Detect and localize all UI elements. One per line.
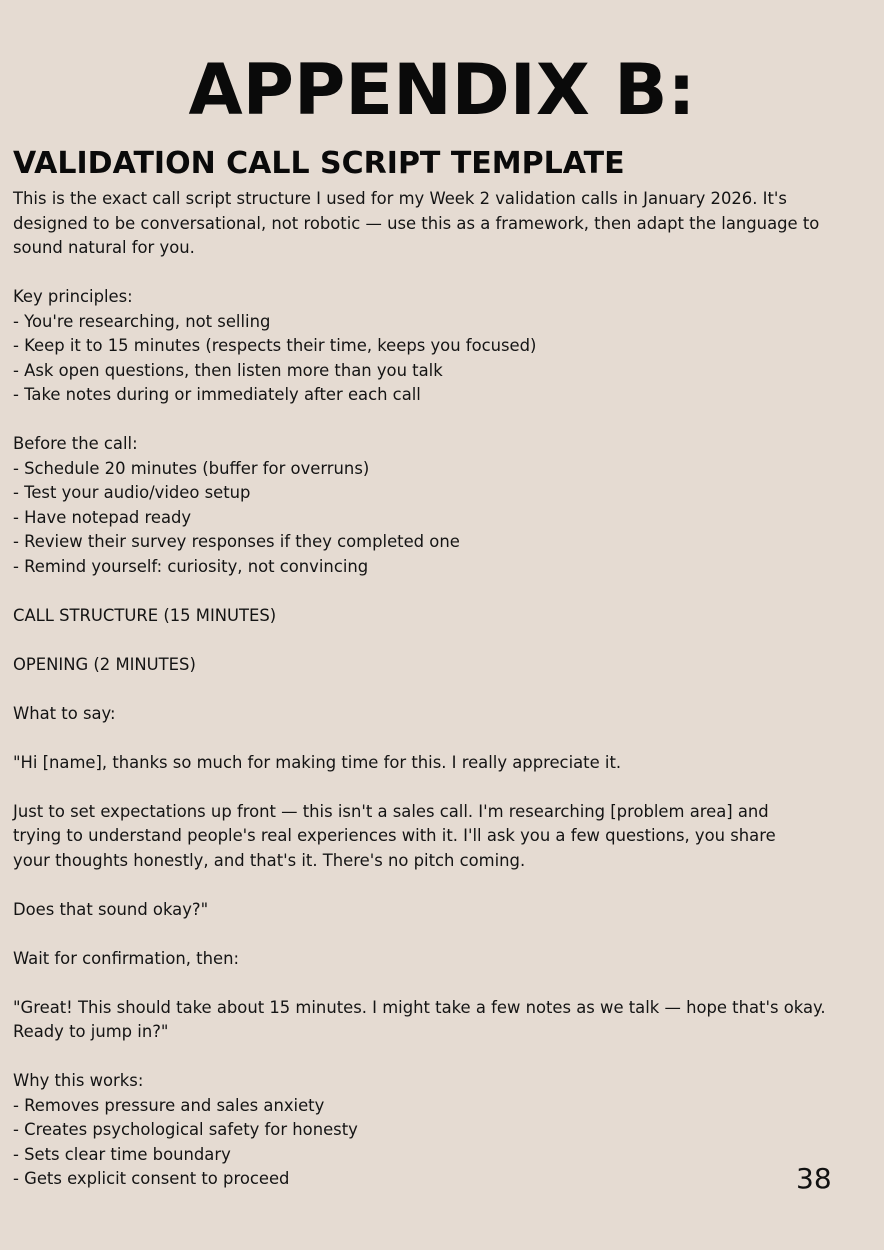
blank-line <box>13 775 853 800</box>
text-line: - Ask open questions, then listen more than you talk <box>13 360 443 380</box>
section-title: VALIDATION CALL SCRIPT TEMPLATE <box>13 146 625 181</box>
text-line: sound natural for you. <box>13 238 195 257</box>
text-line: - Gets explicit consent to proceed <box>13 1169 290 1188</box>
body-text <box>13 187 853 1192</box>
text-line: CALL STRUCTURE (15 MINUTES) <box>13 605 277 625</box>
text-line: Just to set expectations up front — this isn't a sales call. I'm researching [problem area] and <box>13 801 769 821</box>
blank-line <box>13 1045 853 1070</box>
text-line: "Hi [name], thanks so much for making time for this. I really appreciate it. <box>13 752 622 772</box>
blank-line <box>13 971 853 996</box>
text-line: - Have notepad ready <box>13 507 192 527</box>
text-line: Does that sound okay?" <box>13 899 209 919</box>
blank-line <box>13 579 853 604</box>
text-line: This is the exact call script structure I used for my Week 2 validation calls in January 2026. It's <box>13 189 787 208</box>
page-number: 38 <box>796 1162 832 1195</box>
text-line: "Great! This should take about 15 minutes. I might take a few notes as we talk — hope that's okay. <box>13 997 826 1017</box>
text-line: OPENING (2 MINUTES) <box>13 654 196 674</box>
text-line: Why this works: <box>13 1071 144 1090</box>
text-line: - Schedule 20 minutes (buffer for overruns) <box>13 458 370 478</box>
text-line: Before the call: <box>13 434 138 453</box>
text-line: Key principles: <box>13 287 133 306</box>
text-line: Wait for confirmation, then: <box>13 948 239 968</box>
text-line: - Keep it to 15 minutes (respects their time, keeps you focused) <box>13 336 537 355</box>
text-line: - Sets clear time boundary <box>13 1144 231 1164</box>
text-line: designed to be conversational, not robotic — use this as a framework, then adapt the language to <box>13 213 820 233</box>
text-line: What to say: <box>13 703 116 723</box>
text-line: - Take notes during or immediately after each call <box>13 385 421 404</box>
text-line: - Removes pressure and sales anxiety <box>13 1095 325 1115</box>
text-line: - You're researching, not selling <box>13 311 271 331</box>
blank-line <box>13 726 853 751</box>
page-title: APPENDIX B: <box>188 49 696 131</box>
text-line: your thoughts honestly, and that's it. There's no pitch coming. <box>13 850 526 870</box>
blank-line <box>13 873 853 898</box>
text-line: - Remind yourself: curiosity, not convincing <box>13 556 369 576</box>
blank-line <box>13 677 853 702</box>
text-line: - Creates psychological safety for honesty <box>13 1120 358 1139</box>
text-line: Ready to jump in?" <box>13 1022 169 1041</box>
text-line: - Test your audio/video setup <box>13 483 251 502</box>
blank-line <box>13 408 853 433</box>
text-line: - Review their survey responses if they completed one <box>13 532 460 551</box>
text-line: trying to understand people's real experiences with it. I'll ask you a few questions, you share <box>13 826 776 845</box>
blank-line <box>13 922 853 947</box>
blank-line <box>13 628 853 653</box>
blank-line <box>13 261 853 286</box>
